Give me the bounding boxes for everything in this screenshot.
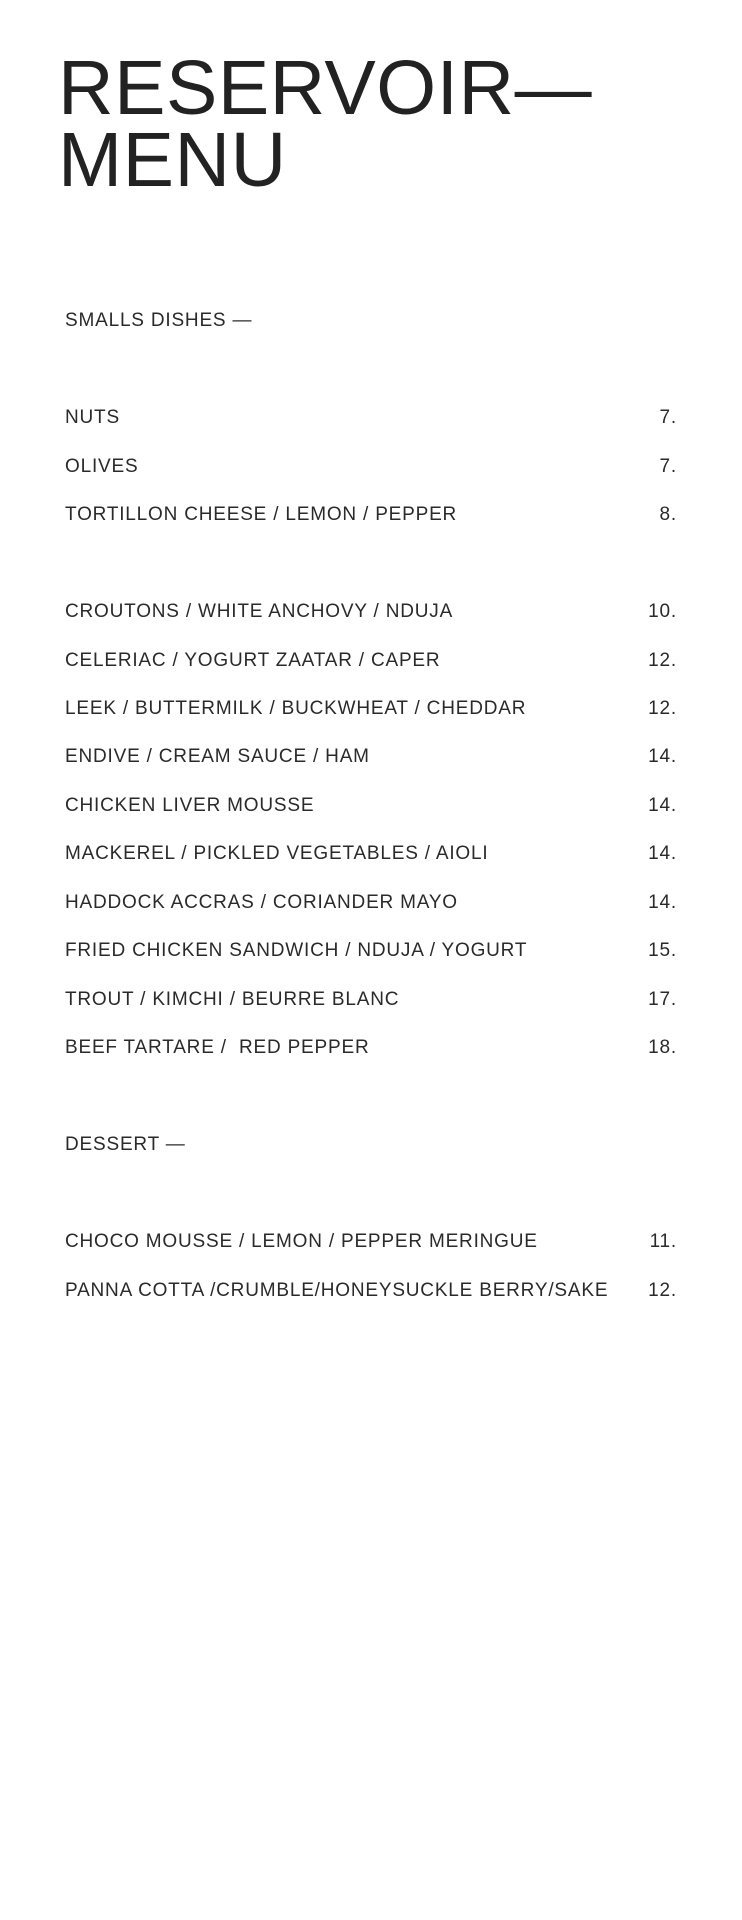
menu-item-price: 8. xyxy=(659,504,677,525)
menu-item xyxy=(65,744,677,770)
menu-item xyxy=(65,454,677,480)
menu-item-name: CELERIAC / YOGURT ZAATAR / CAPER xyxy=(65,650,441,671)
menu-item xyxy=(65,502,677,528)
menu-item-name: HADDOCK ACCRAS / CORIANDER MAYO xyxy=(65,892,458,913)
menu-item-name: OLIVES xyxy=(65,456,139,477)
menu-item xyxy=(65,841,677,867)
menu-item xyxy=(65,890,677,916)
menu-item xyxy=(65,648,677,674)
menu-title-line-2: MENU xyxy=(58,117,287,203)
menu-item-name: CHICKEN LIVER MOUSSE xyxy=(65,795,315,816)
menu-item-name: PANNA COTTA /CRUMBLE/HONEYSUCKLE BERRY/SAKE xyxy=(65,1280,609,1301)
menu-item-price: 14. xyxy=(648,843,677,864)
menu-item-name: LEEK / BUTTERMILK / BUCKWHEAT / CHEDDAR xyxy=(65,698,527,719)
menu-item xyxy=(65,793,677,819)
menu-item-name: TROUT / KIMCHI / BEURRE BLANC xyxy=(65,989,400,1010)
menu-item-price: 12. xyxy=(648,698,677,719)
menu-item-name: CHOCO MOUSSE / LEMON / PEPPER MERINGUE xyxy=(65,1231,538,1252)
menu-item-price: 14. xyxy=(648,892,677,913)
menu-item-price: 7. xyxy=(659,407,677,428)
section-heading-small-dishes: SMALLS DISHES — xyxy=(65,310,253,331)
menu-item-name: MACKEREL / PICKLED VEGETABLES / AIOLI xyxy=(65,843,489,864)
menu-item xyxy=(65,938,677,964)
menu-item xyxy=(65,1278,677,1304)
menu-item-price: 7. xyxy=(659,456,677,477)
menu-item xyxy=(65,1035,677,1061)
menu-item-price: 10. xyxy=(648,601,677,622)
menu-item xyxy=(65,599,677,625)
menu-item-price: 15. xyxy=(648,940,677,961)
menu-item-price: 14. xyxy=(648,746,677,767)
menu-item xyxy=(65,405,677,431)
menu-item xyxy=(65,987,677,1013)
menu-item-price: 12. xyxy=(648,650,677,671)
menu-item-name: NUTS xyxy=(65,407,120,428)
menu-item-price: 14. xyxy=(648,795,677,816)
section-heading-dessert: DESSERT — xyxy=(65,1134,186,1155)
menu-item-name: ENDIVE / CREAM SAUCE / HAM xyxy=(65,746,370,767)
menu-item-price: 18. xyxy=(648,1037,677,1058)
menu-item xyxy=(65,1229,677,1255)
menu-item-price: 11. xyxy=(649,1231,677,1252)
menu-title xyxy=(58,45,593,203)
menu-item-price: 12. xyxy=(648,1280,677,1301)
menu-item-name: BEEF TARTARE / RED PEPPER xyxy=(65,1037,370,1058)
menu-item xyxy=(65,696,677,722)
menu-title-line-1: RESERVOIR— xyxy=(58,45,593,131)
menu-item-price: 17. xyxy=(648,989,677,1010)
menu-item-name: TORTILLON CHEESE / LEMON / PEPPER xyxy=(65,504,458,525)
menu-item-name: CROUTONS / WHITE ANCHOVY / NDUJA xyxy=(65,601,454,622)
menu-item-name: FRIED CHICKEN SANDWICH / NDUJA / YOGURT xyxy=(65,940,528,961)
